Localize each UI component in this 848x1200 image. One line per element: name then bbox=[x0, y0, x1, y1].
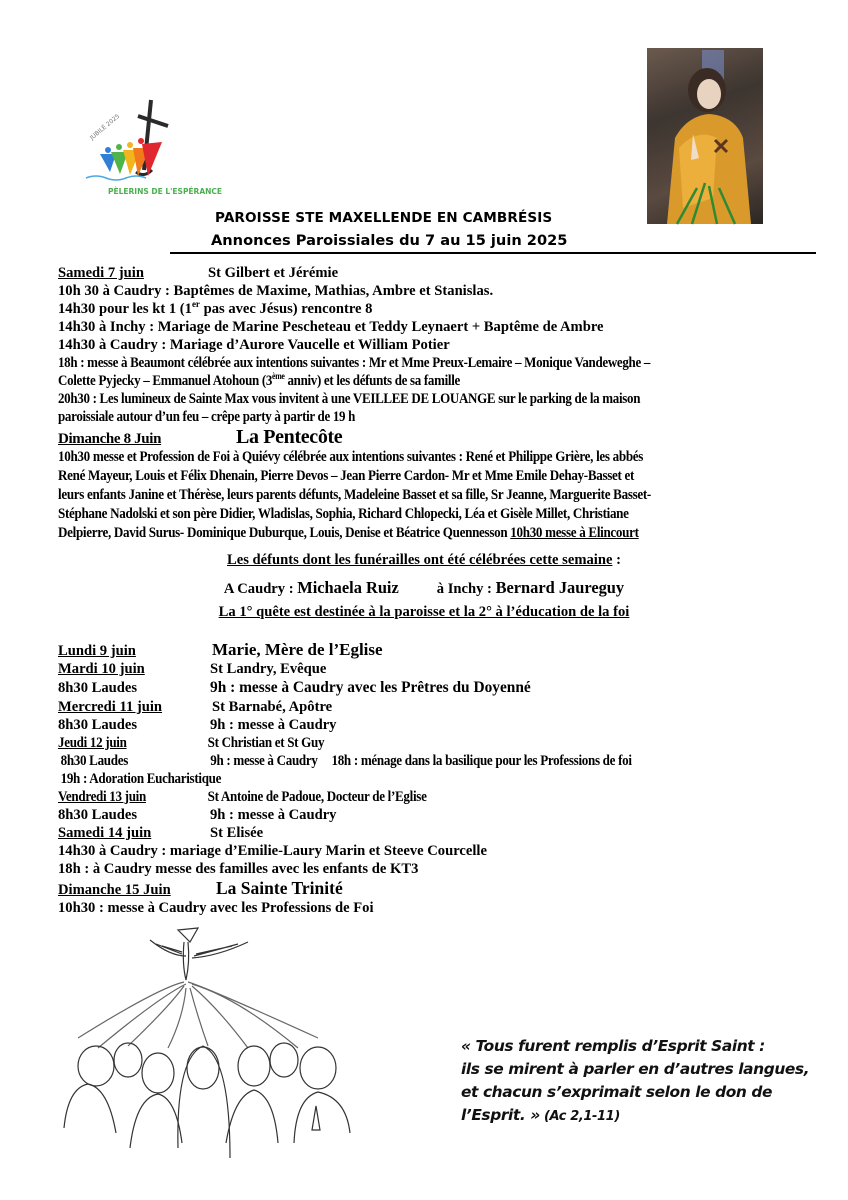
day-date: Samedi 14 juin bbox=[58, 825, 152, 841]
quote-line: et chacun s’exprimait selon le don de bbox=[461, 1083, 773, 1101]
schedule-row: 19h : Adoration Eucharistique bbox=[60, 771, 222, 787]
announcement-item: 14h30 à Inchy : Mariage de Marine Pescheteau et Teddy Leynaert + Baptême de Ambre bbox=[58, 319, 604, 335]
bulletin-title: Annonces Paroissiales du 7 au 15 juin 2025 bbox=[211, 232, 568, 249]
messe-intentions-line bbox=[58, 372, 460, 390]
kt-text: 14h30 pour les kt 1 (1 bbox=[58, 301, 192, 317]
dove-icon bbox=[150, 928, 248, 980]
inchy-deceased: Bernard Jaureguy bbox=[495, 578, 625, 597]
day-date: Lundi 9 juin bbox=[58, 643, 136, 659]
day-date: Mercredi 11 juin bbox=[58, 699, 163, 715]
messe-text-suffix: anniv) et les défunts de sa famille bbox=[284, 373, 460, 389]
day-date: Dimanche 15 Juin bbox=[58, 882, 171, 898]
quote-text: l’Esprit. » bbox=[461, 1106, 540, 1124]
messe-time: 9h : messe à Caudry bbox=[210, 717, 337, 733]
day-saint: St Antoine de Padoue, Docteur de l’Eglise bbox=[207, 789, 427, 805]
messe-text: Colette Pyjecky – Emmanuel Atohoun (3 bbox=[58, 373, 273, 389]
day-date: Jeudi 12 juin bbox=[58, 735, 127, 751]
pentecost-illustration bbox=[58, 918, 370, 1168]
announcement-item: 10h 30 à Caudry : Baptêmes de Maxime, Mathias, Ambre et Stanislas. bbox=[58, 283, 494, 299]
quote-reference: (Ac 2,1-11) bbox=[539, 1109, 620, 1124]
kt-superscript: er bbox=[191, 299, 200, 309]
schedule-row bbox=[58, 806, 336, 824]
announcement-item: 14h30 à Caudry : Mariage d’Aurore Vaucelle et William Potier bbox=[58, 337, 450, 353]
day-saint: St Gilbert et Jérémie bbox=[208, 265, 339, 281]
quote-line: ils se mirent à parler en d’autres langues, bbox=[461, 1060, 810, 1078]
logo-arc-text: JUBILÉ 2025 bbox=[88, 112, 122, 142]
day-heading bbox=[58, 660, 326, 678]
pentecote-intentions-line: René Mayeur, Louis et Félix Dhenain, Pierre Devos – Jean Pierre Cardon- Mr et Mme Emile Dehay-Basset et bbox=[58, 467, 635, 484]
day-date: Dimanche 8 Juin bbox=[58, 431, 162, 447]
day-heading bbox=[58, 824, 263, 842]
day-heading bbox=[58, 641, 383, 660]
intentions-text: Delpierre, David Surus- Dominique Duburque, Louis, Denise et Béatrice Quennesson bbox=[58, 524, 511, 541]
day-heading bbox=[58, 734, 324, 752]
veillee-line: paroissiale autour d’un feu – crêpe party à partir de 19 h bbox=[58, 409, 356, 425]
day-saint: Marie, Mère de l’Eglise bbox=[212, 640, 383, 659]
day-saint: St Christian et St Guy bbox=[207, 735, 325, 751]
pentecote-intentions-line bbox=[58, 524, 639, 542]
day-feast: La Pentecôte bbox=[236, 426, 343, 448]
laudes-time: 8h30 Laudes bbox=[60, 753, 128, 769]
day-saint: St Elisée bbox=[210, 825, 264, 841]
schedule-row: 18h : à Caudry messe des familles avec les enfants de KT3 bbox=[58, 861, 419, 877]
day-date: Vendredi 13 juin bbox=[58, 789, 146, 805]
announcement-item bbox=[58, 300, 372, 318]
day-heading bbox=[58, 788, 427, 806]
jubilee-logo bbox=[78, 92, 223, 202]
messe-time: 9h : messe à Caudry bbox=[210, 807, 337, 823]
apostles bbox=[64, 1043, 350, 1158]
day-date: Samedi 7 juin bbox=[58, 265, 144, 281]
laudes-time: 8h30 Laudes bbox=[58, 680, 138, 696]
jubilee-logo-icon bbox=[78, 92, 223, 202]
day-heading-dimanche-8 bbox=[58, 428, 342, 448]
caudry-deceased: Michaela Ruiz bbox=[297, 578, 399, 597]
kt-text-suffix: pas avec Jésus) rencontre 8 bbox=[199, 301, 373, 317]
logo-ring-text: PÈLERINS DE L'ESPÉRANCE bbox=[108, 187, 223, 196]
schedule-row: 10h30 : messe à Caudry avec les Professions de Foi bbox=[58, 900, 374, 916]
day-heading bbox=[58, 698, 332, 716]
veillee-line: 20h30 : Les lumineux de Sainte Max vous invitent à une VEILLEE DE LOUANGE sur le parking de la maison bbox=[58, 391, 641, 407]
statue-photo bbox=[647, 48, 763, 224]
elincourt-messe: 10h30 messe à Elincourt bbox=[510, 524, 639, 541]
scripture-quote bbox=[461, 1035, 809, 1128]
header-divider bbox=[170, 252, 816, 254]
parish-name: PAROISSE STE MAXELLENDE EN CAMBRÉSIS bbox=[215, 210, 553, 226]
quote-line bbox=[461, 1104, 809, 1128]
quete-notice: La 1° quête est destinée à la paroisse et la 2° à l’éducation de la foi bbox=[218, 604, 630, 620]
quote-line: « Tous furent remplis d’Esprit Saint : bbox=[461, 1037, 765, 1055]
laudes-time: 8h30 Laudes bbox=[58, 717, 138, 733]
day-saint: St Landry, Evêque bbox=[210, 661, 327, 677]
pentecote-intentions-line: 10h30 messe et Profession de Foi à Quiévy célébrée aux intentions suivantes : René et Philippe Grière, les abbés bbox=[58, 448, 644, 465]
pentecote-intentions-line: Stéphane Nadolski et son père Didier, Wladislas, Sophia, Richard Chlopecki, Léa et Gisèle Millet, Christiane bbox=[58, 505, 629, 522]
funerals-names bbox=[0, 578, 848, 598]
caudry-label: A Caudry : bbox=[223, 581, 298, 597]
funerals-heading-text: Les défunts dont les funérailles ont été célébrées cette semaine bbox=[227, 552, 613, 568]
day-heading-samedi-7 bbox=[58, 264, 338, 282]
extra-event: 18h : ménage dans la basilique pour les Professions de foi bbox=[331, 753, 632, 769]
day-saint: St Barnabé, Apôtre bbox=[212, 699, 333, 715]
schedule-row bbox=[58, 716, 336, 734]
messe-time: 9h : messe à Caudry bbox=[210, 753, 318, 769]
inchy-label: à Inchy : bbox=[436, 581, 496, 597]
messe-superscript: ème bbox=[272, 371, 285, 381]
day-saint: La Sainte Trinité bbox=[216, 878, 343, 898]
messe-intentions-line: 18h : messe à Beaumont célébrée aux intentions suivantes : Mr et Mme Preux-Lemaire – Monique Vandeweghe – bbox=[58, 355, 651, 371]
laudes-time: 8h30 Laudes bbox=[58, 807, 138, 823]
funerals-colon: : bbox=[612, 552, 621, 568]
schedule-row bbox=[58, 679, 531, 697]
day-heading bbox=[58, 879, 343, 899]
schedule-row: 14h30 à Caudry : mariage d’Emilie-Laury Marin et Steeve Courcelle bbox=[58, 843, 487, 859]
rays bbox=[78, 982, 318, 1048]
funerals-heading bbox=[0, 552, 848, 569]
messe-time: 9h : messe à Caudry avec les Prêtres du Doyenné bbox=[210, 679, 531, 696]
day-date: Mardi 10 juin bbox=[58, 661, 145, 677]
pentecote-intentions-line: leurs enfants Janine et Thérèse, leurs parents défunts, Madeleine Basset et sa fille, Sr Jeanne, Marguerite Basset- bbox=[58, 486, 651, 503]
schedule-row bbox=[58, 752, 632, 770]
